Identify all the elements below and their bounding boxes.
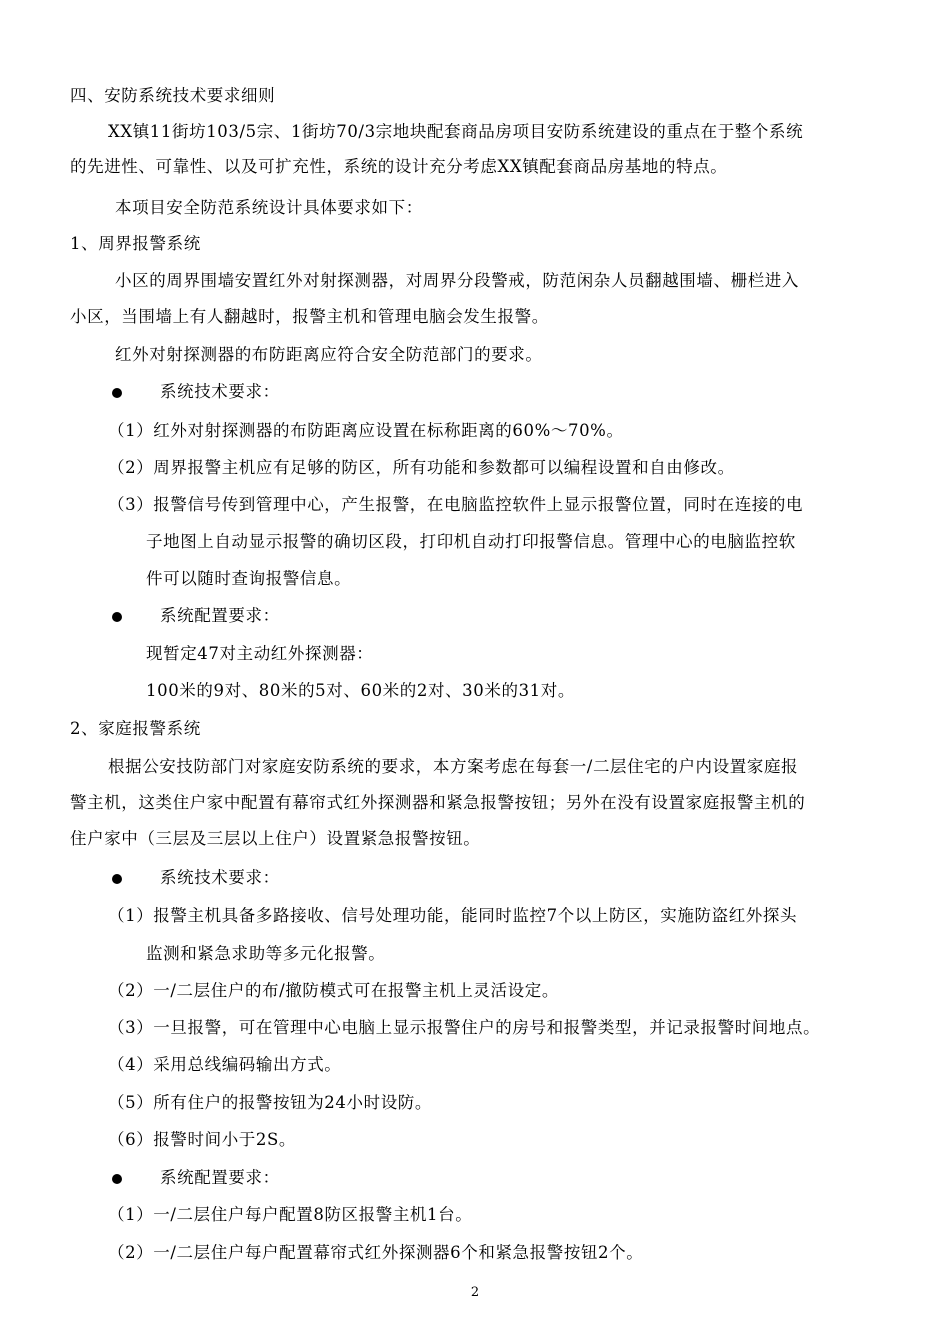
intro-line-2: 的先进性、可靠性、以及可扩充性，系统的设计充分考虑XX镇配套商品房基地的特点。 (70, 157, 728, 176)
s1-para1-line2: 小区，当围墙上有人翻越时，报警主机和管理电脑会发生报警。 (70, 307, 549, 326)
s2-tech-item-4: （4）采用总线编码输出方式。 (108, 1055, 342, 1074)
section-heading: 四、安防系统技术要求细则 (70, 86, 276, 105)
s2-para-line-1: 根据公安技防部门对家庭安防系统的要求，本方案考虑在每套一/二层住宅的户内设置家庭报 (108, 757, 799, 776)
s1-tech-item-3: （3）报警信号传到管理中心，产生报警，在电脑监控软件上显示报警位置，同时在连接的电 (108, 495, 804, 514)
s1-para2: 红外对射探测器的布防距离应符合安全防范部门的要求。 (115, 345, 543, 364)
bullet-icon (112, 612, 122, 622)
s2-tech-item-2: （2）一/二层住户的布/撤防模式可在报警主机上灵活设定。 (108, 981, 559, 1000)
s1-config-label: 系统配置要求： (160, 606, 280, 625)
bullet-icon (112, 388, 122, 398)
s1-tech-item-3-cont-2: 件可以随时查询报警信息。 (146, 569, 352, 588)
s1-tech-item-2: （2）周界报警主机应有足够的防区，所有功能和参数都可以编程设置和自由修改。 (108, 458, 735, 477)
bullet-icon (112, 874, 122, 884)
s2-tech-item-1-cont: 监测和紧急求助等多元化报警。 (146, 944, 386, 963)
s2-para-line-3: 住户家中（三层及三层以上住户）设置紧急报警按钮。 (70, 829, 481, 848)
s1-title: 1、周界报警系统 (70, 234, 201, 253)
s1-tech-item-3-cont-1: 子地图上自动显示报警的确切区段，打印机自动打印报警信息。管理中心的电脑监控软 (146, 532, 796, 551)
s2-para-line-2: 警主机，这类住户家中配置有幕帘式红外探测器和紧急报警按钮；另外在没有设置家庭报警主机的 (70, 793, 806, 812)
bullet-icon (112, 1174, 122, 1184)
s2-tech-item-3: （3）一旦报警，可在管理中心电脑上显示报警住户的房号和报警类型，并记录报警时间地点。 (108, 1018, 821, 1037)
s2-config-item-1: （1）一/二层住户每户配置8防区报警主机1台。 (108, 1205, 473, 1224)
s1-tech-item-1: （1）红外对射探测器的布防距离应设置在标称距离的60%～70%。 (108, 421, 624, 440)
s2-config-label: 系统配置要求： (160, 1168, 280, 1187)
s1-config-item-1: 现暂定47对主动红外探测器： (146, 644, 374, 663)
s2-config-item-2: （2）一/二层住户每户配置幕帘式红外探测器6个和紧急报警按钮2个。 (108, 1243, 644, 1262)
s2-title: 2、家庭报警系统 (70, 719, 201, 738)
s2-tech-item-5: （5）所有住户的报警按钮为24小时设防。 (108, 1093, 432, 1112)
intro-line-1: XX镇11街坊103/5宗、1街坊70/3宗地块配套商品房项目安防系统建设的重点在于整个系统 (108, 122, 804, 141)
intro-line-3: 本项目安全防范系统设计具体要求如下： (115, 198, 423, 217)
s2-tech-item-6: （6）报警时间小于2S。 (108, 1130, 296, 1149)
s1-para1-line1: 小区的周界围墙安置红外对射探测器，对周界分段警戒，防范闲杂人员翻越围墙、栅栏进入 (115, 271, 799, 290)
s1-config-item-2: 100米的9对、80米的5对、60米的2对、30米的31对。 (146, 681, 575, 700)
s2-tech-item-1: （1）报警主机具备多路接收、信号处理功能，能同时监控7个以上防区，实施防盗红外探头 (108, 906, 798, 925)
s2-tech-label: 系统技术要求： (160, 868, 280, 887)
page-number: 2 (470, 1285, 480, 1300)
s1-tech-label: 系统技术要求： (160, 382, 280, 401)
